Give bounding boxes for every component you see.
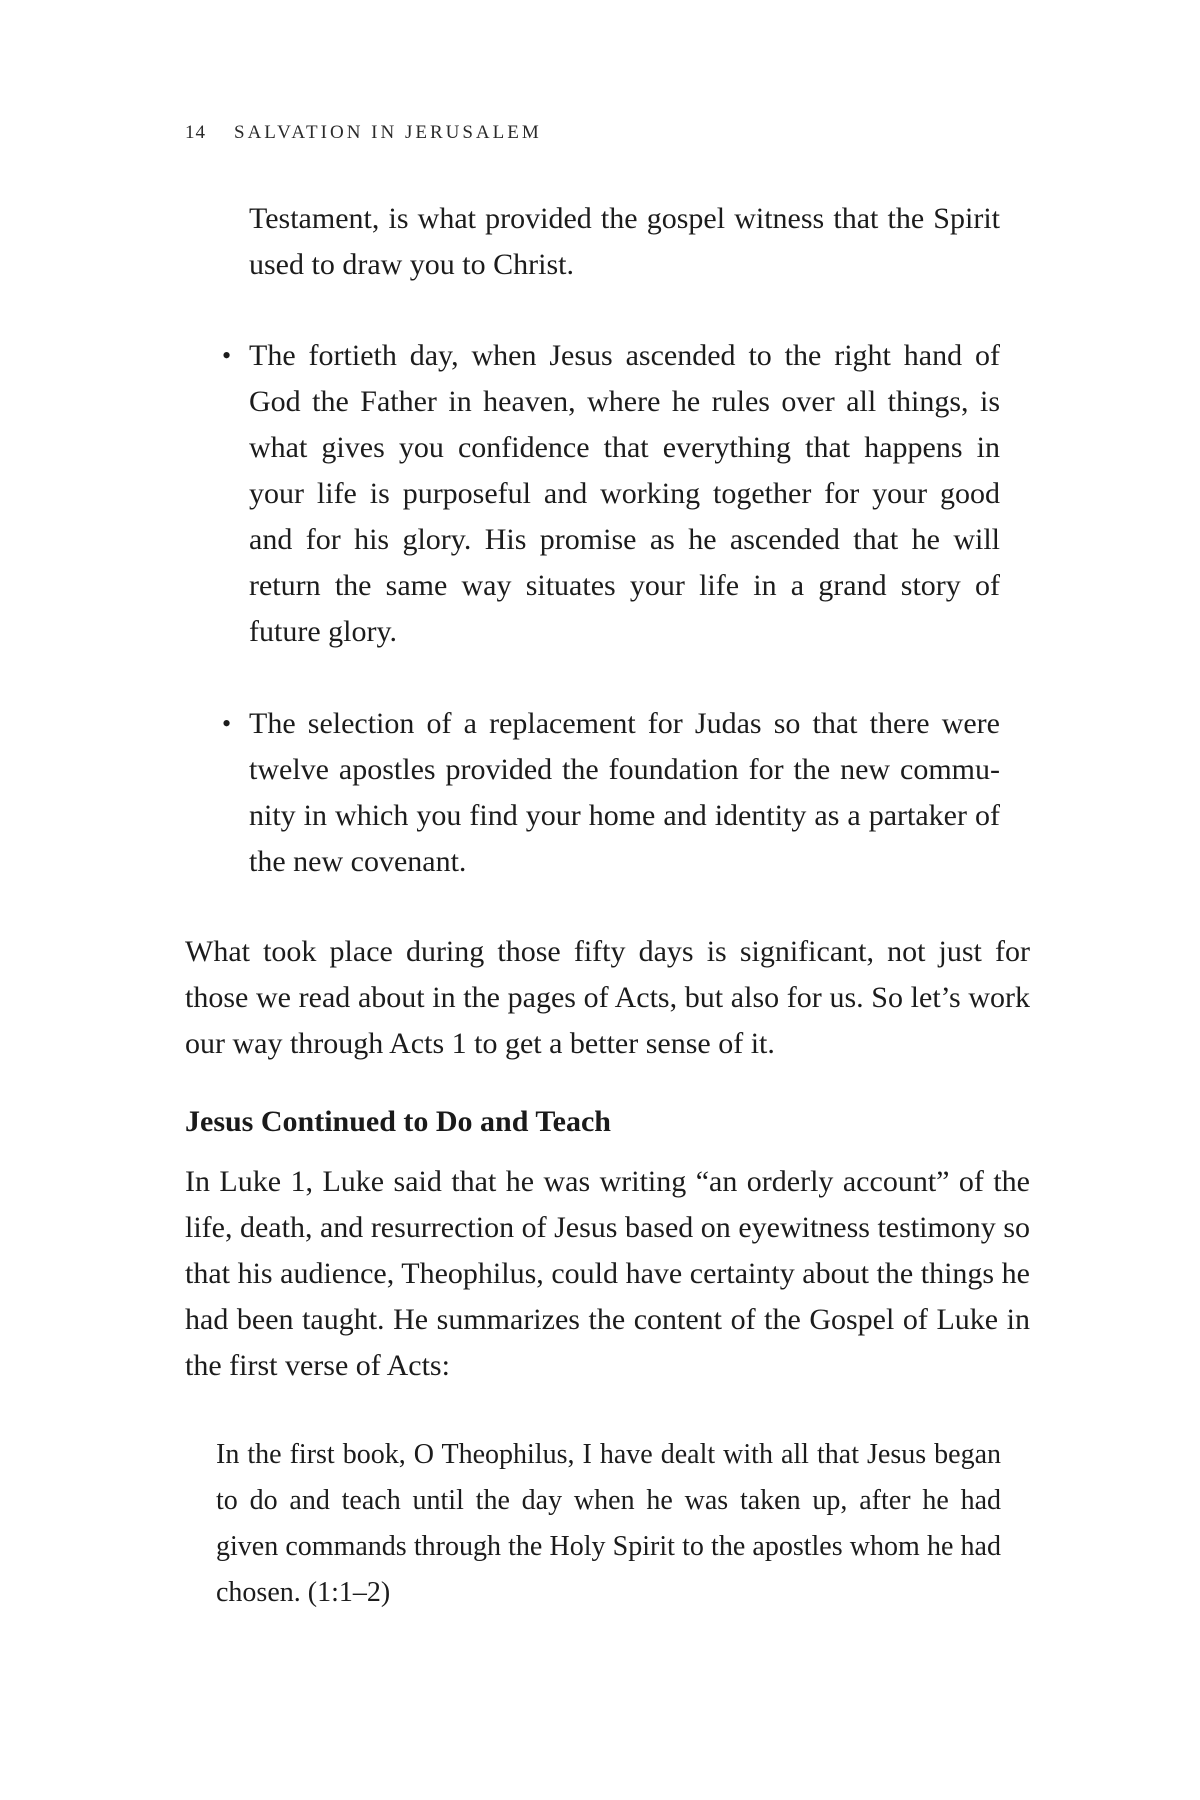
bullet-list-item-2	[222, 701, 1000, 885]
body-paragraph-1: What took place during those fifty days is significant, not just for those we read about in the pages of Acts, but also for us. So let’s work our way through Acts 1 to get a better sense of it.	[185, 935, 1030, 1060]
block-quote: In the first book, O Theophilus, I have dealt with all that Jesus began to do and teach until the day when he was taken up, after he had given commands through the Holy Spirit to the apostles whom he had chosen. (1:1–2)	[216, 1439, 1001, 1608]
section-heading: Jesus Continued to Do and Teach	[185, 1105, 611, 1138]
bullet-text: The fortieth day, when Jesus ascended to the right hand of God the Father in heaven, where he rules over all things, is what gives you confidence that everything that happens in your life is purposeful and working together for your good and for his glory. His promise as he ascended that he will return the same way situates your life in a grand story of future glory.	[249, 339, 1000, 648]
body-paragraph-2: In Luke 1, Luke said that he was writing “an orderly account” of the life, death, and resurrection of Jesus based on eyewitness testimony so that his audience, Theophilus, could have certainty about the things he had been taught. He summarizes the content of the Gospel of Luke in the first verse of Acts:	[185, 1165, 1030, 1382]
running-head-title: SALVATION IN JERUSALEM	[234, 122, 542, 143]
running-head	[185, 122, 542, 144]
bullet-text: The selection of a replacement for Judas so that there were twelve apostles provided the foundation for the new community in which you find your home and identity as a partaker of the new covenant.	[249, 707, 1000, 878]
bullet-item	[222, 333, 1000, 655]
bullet-list-item-1	[222, 333, 1000, 655]
bullet-marker: •	[222, 341, 232, 370]
continued-paragraph: Testament, is what provided the gospel witness that the Spirit used to draw you to Christ.	[249, 202, 1000, 281]
bullet-item	[222, 701, 1000, 885]
page-number: 14	[185, 122, 206, 143]
bullet-marker: •	[222, 709, 232, 738]
